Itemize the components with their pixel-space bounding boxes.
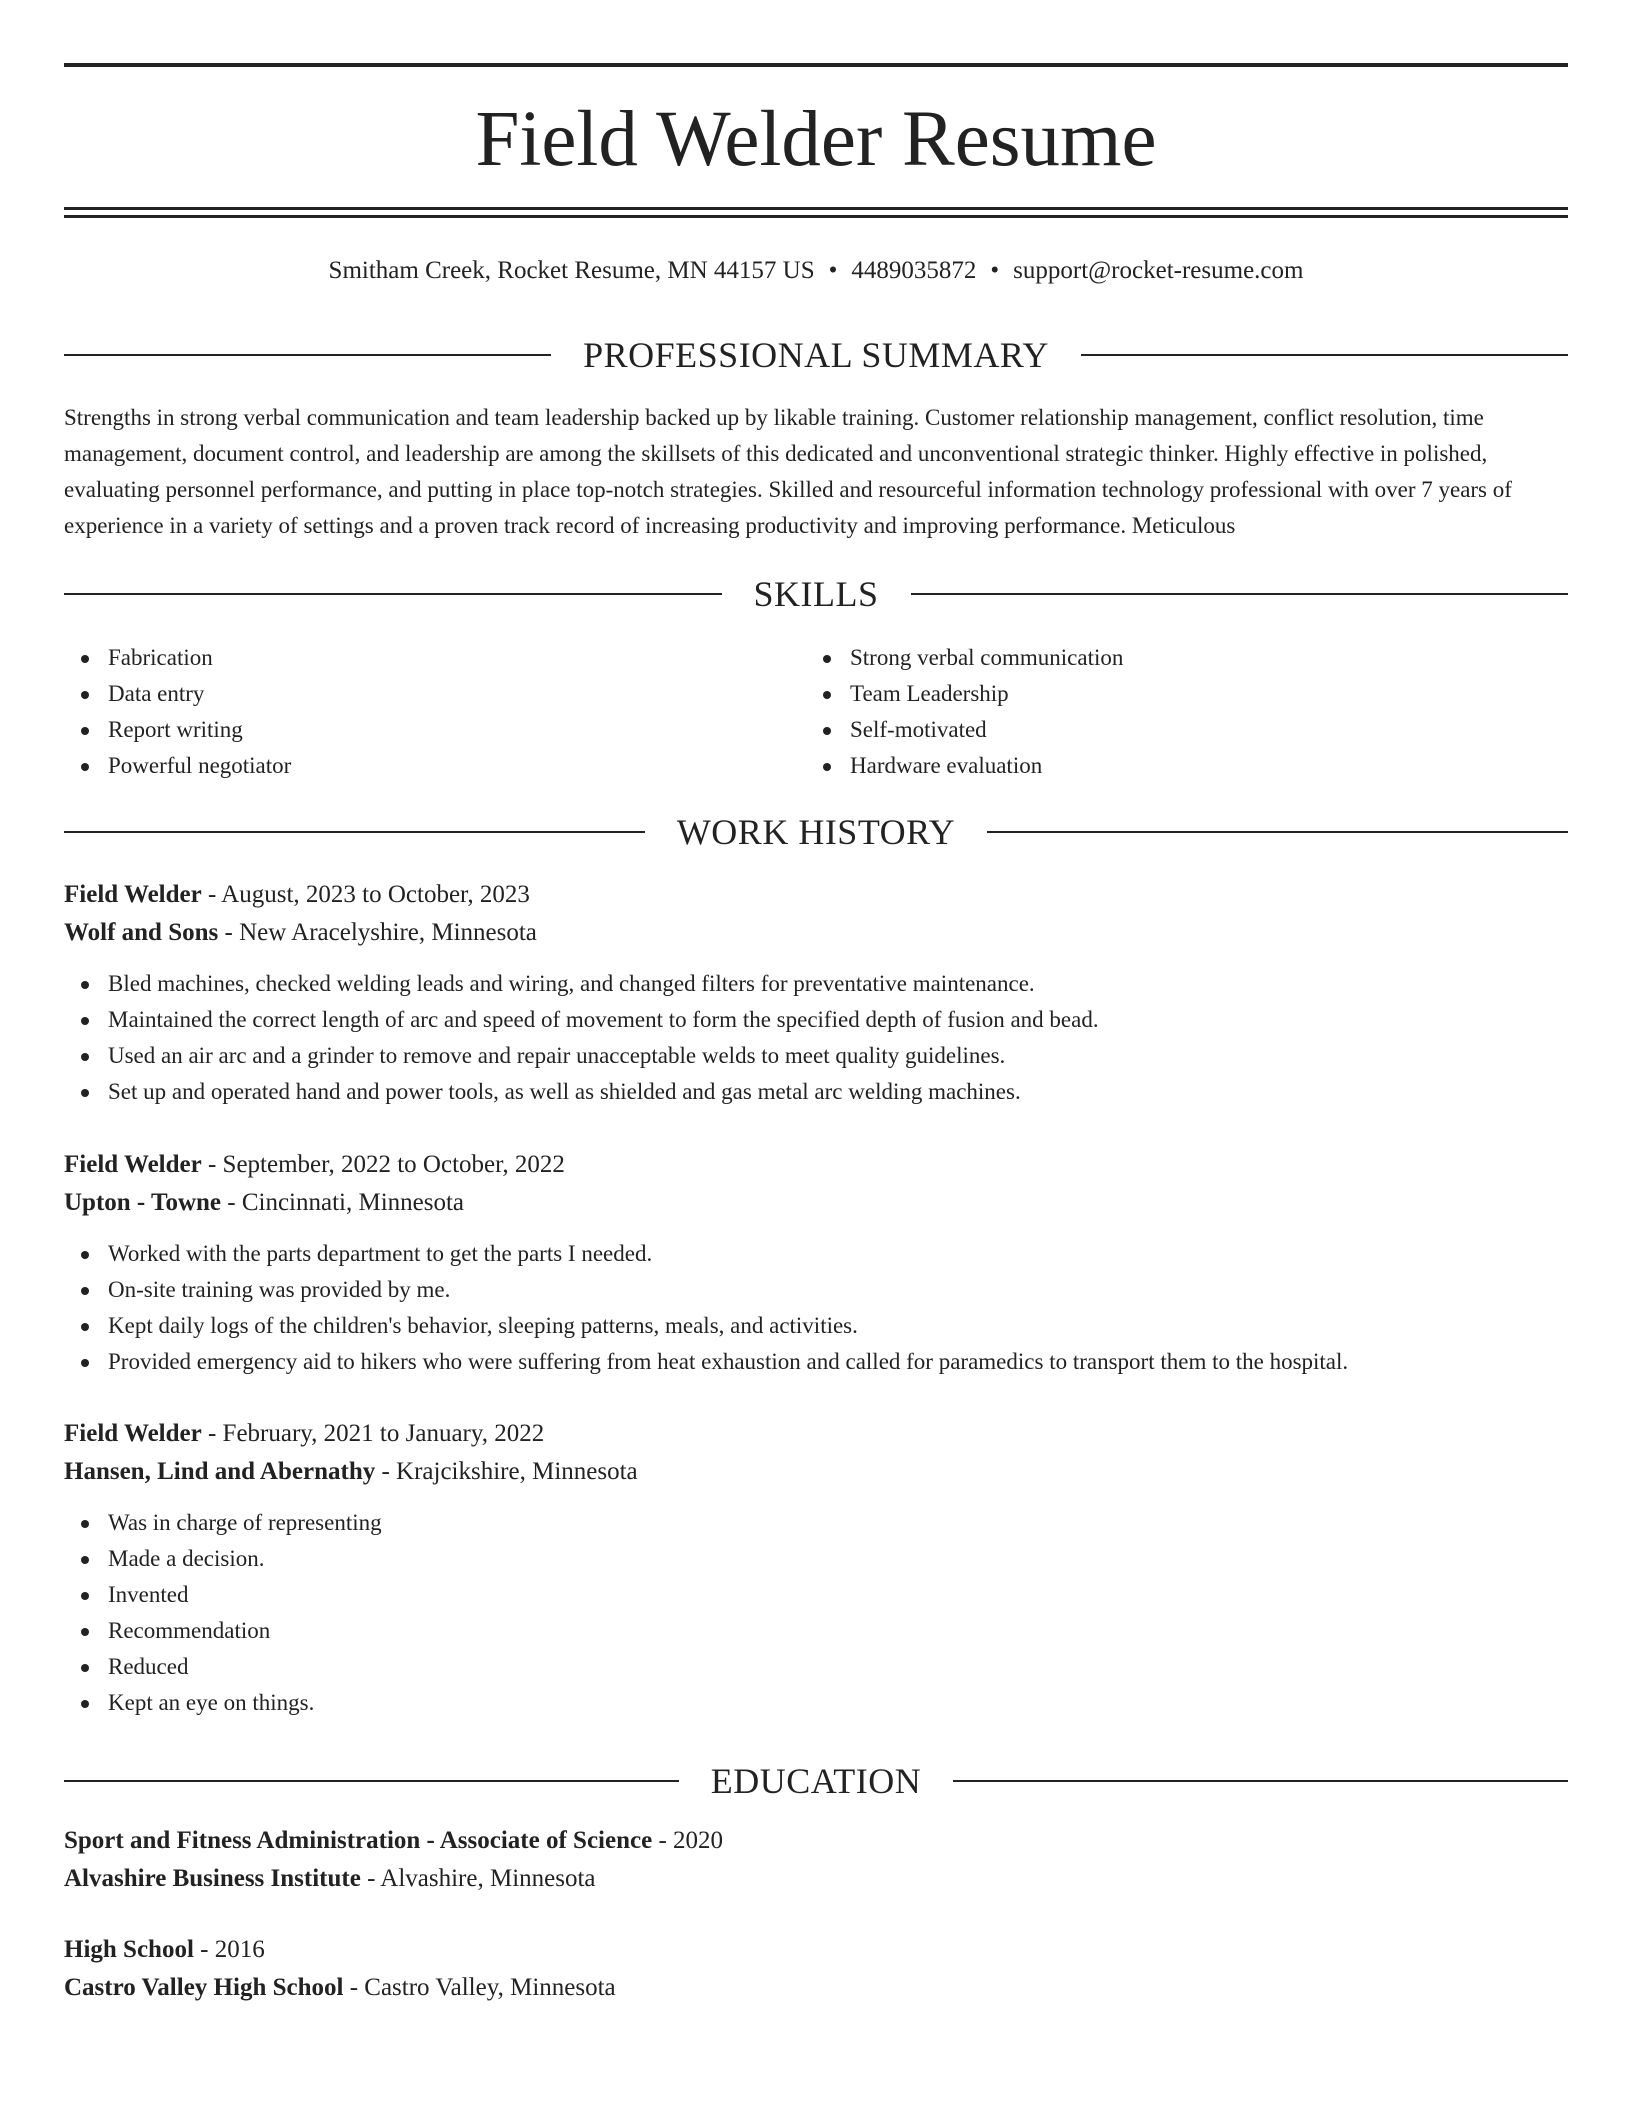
section-title: EDUCATION [710, 1761, 922, 1801]
company-location: - New Aracelyshire, Minnesota [218, 919, 537, 946]
summary-text: Strengths in strong verbal communication and team leadership backed up by likable training. Customer relationship management, conflict resolution, time management, document control, and leadership are among the skillsets of this dedicated and unconventional strategic thinker. Highly effective in polished, evaluating personnel performance, and putting in place top-notch strategies. Skilled and resourceful information technology professional with over 7 years of experience in a variety of settings and a proven track record of increasing productivity and improving performance. Meticulous [64, 405, 1512, 538]
duty-item: Maintained the correct length of arc and speed of movement to form the specified depth of fusion and bead. [64, 1002, 1568, 1038]
divider-line [1081, 354, 1568, 356]
job-company-line [64, 1453, 1568, 1491]
duty-item: Used an air arc and a grinder to remove and repair unacceptable welds to meet quality guidelines. [64, 1038, 1568, 1074]
duty-item: Recommendation [64, 1613, 1568, 1649]
section-header-work-history [64, 810, 1568, 854]
degree-name: Sport and Fitness Administration - Associate of Science [64, 1827, 653, 1854]
job-entry [64, 1146, 1568, 1380]
skill-item: Data entry [64, 676, 291, 712]
job-company-line [64, 1184, 1568, 1222]
company-name: Wolf and Sons [64, 919, 219, 946]
job-entry [64, 876, 1568, 1110]
graduation-year: - 2020 [652, 1827, 724, 1854]
degree-name: High School [64, 1936, 194, 1963]
job-company-line [64, 914, 1568, 952]
job-duties [64, 966, 1568, 1110]
divider-line [987, 831, 1568, 833]
duty-item: Kept daily logs of the children's behavior, sleeping patterns, meals, and activities. [64, 1308, 1568, 1344]
school-line [64, 1969, 1568, 2007]
contact-line [0, 254, 1632, 288]
section-header-skills [64, 572, 1568, 616]
job-title: Field Welder [64, 881, 202, 908]
skill-item: Team Leadership [806, 676, 1123, 712]
degree-line [64, 1931, 1568, 1969]
skill-item: Report writing [64, 712, 291, 748]
job-duties [64, 1236, 1568, 1380]
job-title: Field Welder [64, 1151, 202, 1178]
job-dates: - September, 2022 to October, 2022 [201, 1151, 565, 1178]
email: support@rocket-resume.com [1013, 257, 1304, 284]
divider-line [64, 354, 551, 356]
company-location: - Cincinnati, Minnesota [221, 1189, 465, 1216]
divider-line [64, 1780, 679, 1782]
section-title: SKILLS [753, 574, 879, 614]
degree-line [64, 1822, 1568, 1860]
education-entry [64, 1931, 1568, 2007]
skill-item: Self-motivated [806, 712, 1123, 748]
duty-item: On-site training was provided by me. [64, 1272, 1568, 1308]
duty-item: Reduced [64, 1649, 1568, 1685]
section-title: WORK HISTORY [676, 812, 956, 852]
school-name: Castro Valley High School [64, 1974, 344, 2001]
divider-line [953, 1780, 1568, 1782]
divider-line [64, 593, 722, 595]
job-entry [64, 1415, 1568, 1721]
job-duties [64, 1505, 1568, 1721]
school-location: - Alvashire, Minnesota [360, 1865, 596, 1892]
job-dates: - August, 2023 to October, 2023 [201, 881, 530, 908]
section-header-summary [64, 333, 1568, 377]
job-title: Field Welder [64, 1420, 202, 1447]
title-rule-lower [64, 215, 1568, 218]
skills-list-right [806, 640, 1123, 784]
duty-item: Bled machines, checked welding leads and wiring, and changed filters for preventative maintenance. [64, 966, 1568, 1002]
company-name: Upton - Towne [64, 1189, 221, 1216]
page-title: Field Welder Resume [475, 96, 1157, 183]
company-name: Hansen, Lind and Abernathy [64, 1458, 376, 1485]
duty-item: Worked with the parts department to get the parts I needed. [64, 1236, 1568, 1272]
graduation-year: - 2016 [193, 1936, 265, 1963]
school-location: - Castro Valley, Minnesota [343, 1974, 616, 2001]
job-title-line [64, 876, 1568, 914]
duty-item: Was in charge of representing [64, 1505, 1568, 1541]
school-name: Alvashire Business Institute [64, 1865, 361, 1892]
school-line [64, 1860, 1568, 1898]
separator-dot: • [990, 257, 1000, 284]
address: Smitham Creek, Rocket Resume, MN 44157 US [328, 257, 815, 284]
skill-item: Hardware evaluation [806, 748, 1123, 784]
job-title-line [64, 1415, 1568, 1453]
job-title-line [64, 1146, 1568, 1184]
skill-item: Powerful negotiator [64, 748, 291, 784]
top-rule [64, 63, 1568, 67]
section-header-education [64, 1759, 1568, 1803]
job-dates: - February, 2021 to January, 2022 [201, 1420, 545, 1447]
skills-list-left [64, 640, 291, 784]
divider-line [911, 593, 1569, 595]
duty-item: Set up and operated hand and power tools, as well as shielded and gas metal arc welding machines. [64, 1074, 1568, 1110]
divider-line [64, 831, 645, 833]
section-title: PROFESSIONAL SUMMARY [583, 335, 1049, 375]
title-rule-upper [64, 207, 1568, 210]
skill-item: Fabrication [64, 640, 291, 676]
skill-item: Strong verbal communication [806, 640, 1123, 676]
duty-item: Kept an eye on things. [64, 1685, 1568, 1721]
separator-dot: • [828, 257, 838, 284]
phone: 4489035872 [851, 257, 977, 284]
duty-item: Made a decision. [64, 1541, 1568, 1577]
education-entry [64, 1822, 1568, 1898]
company-location: - Krajcikshire, Minnesota [375, 1458, 638, 1485]
duty-item: Provided emergency aid to hikers who were suffering from heat exhaustion and called for paramedics to transport them to the hospital. [64, 1344, 1568, 1380]
duty-item: Invented [64, 1577, 1568, 1613]
